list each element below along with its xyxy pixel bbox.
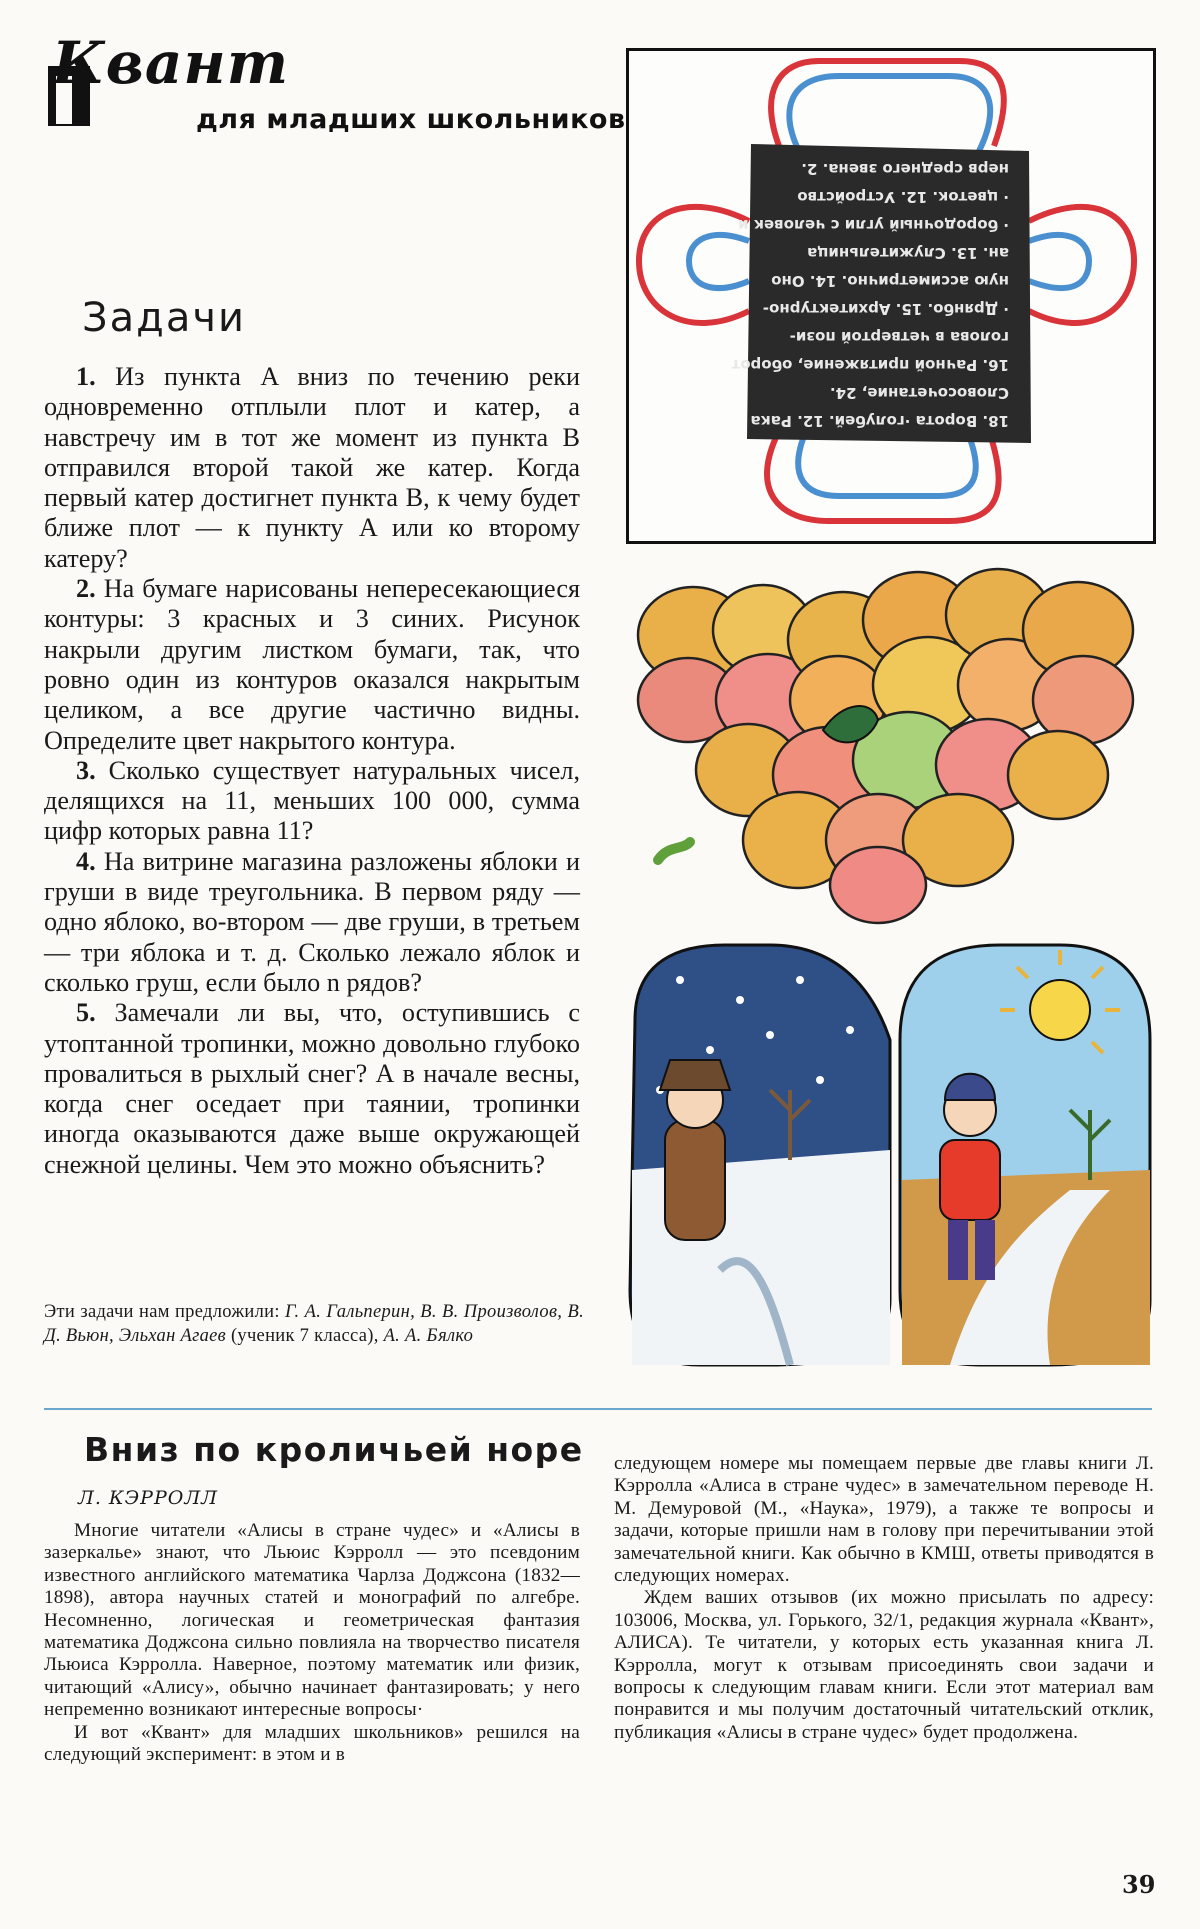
newspaper-line: · бородочный угли с человек и: [738, 216, 1009, 234]
problem-item: 1. Из пункта A вниз по течению реки одновременно отплыли плот и катер, а навстречу им в тот же момент из пункта B отправился второй такой же катер. Когда первый катер достигнет пункта B, к чему будет ближе плот — к пункту A или ко второму катеру?: [44, 362, 581, 573]
article-title: Вниз по кроличьей норе: [84, 1430, 584, 1469]
problem-item: 5. Замечали ли вы, что, оступившись с утоптанной тропинки, можно довольно глубоко провалиться в рыхлый снег? А в начале весны, когда снег оседает при таянии, тропинки иногда оказываются даже выше окружающей снежной целины. Чем это можно объяснить?: [44, 998, 580, 1179]
problem-item: 3. Сколько существует натуральных чисел, делящихся на 11, меньших 100 000, сумма цифр которых равна 11?: [44, 755, 581, 846]
page-number: 39: [1122, 1870, 1156, 1899]
section-title: Задачи: [82, 295, 246, 341]
problem-item: 4. На витрине магазина разложены яблоки и груши в виде треугольника. В первом ряду — одно яблоко, во-втором — две груши, в третьем — три яблока и т. д. Сколько лежало яблок и сколько груш, если было n рядов?: [44, 846, 581, 997]
article-paragraph: Ждем ваших отзывов (их можно присылать по адресу: 103006, Москва, ул. Горького, 32/1, редакция журнала «Квант», АЛИСА). Те читатели, у которых есть указанная книга Л. Кэрролла, могут к отзывам присоединять свои задачи и вопросы к следующим главам книги. Если этот материал вам понравится и мы получим достаточный читательский отклик, публикация «Алисы в стране чудес» будет продолжена.: [614, 1587, 1154, 1743]
newspaper-line: 18. Ворота ·голубей. 12. Рака: [750, 412, 1009, 430]
problems-list: [44, 362, 580, 1180]
article-column-left: [44, 1520, 580, 1766]
logo-wordmark: Квант: [52, 29, 290, 97]
newspaper-line: 16. Рачной притяжение, оборот: [731, 356, 1009, 374]
newspaper-line: · цветок. 12. Устройство: [797, 188, 1009, 206]
newspaper-line: нерв среднего звена. 2.: [801, 160, 1009, 178]
article-paragraph: Многие читатели «Алисы в стране чудес» и «Алисы в зазеркалье» знают, что Льюис Кэрролл — это псевдоним известного английского математика Чарлза Доджсона (1832—1898), автора научных статей и монографий по алгебре. Несомненно, логическая и геометрическая фантазия математика Доджсона сильно повлияла на творчество писателя Льюиса Кэрролла. Наверное, поэтому математик или физик, читающий «Алису», обычно начинает фантазировать; у него непременно возникают интересные вопросы·: [44, 1520, 580, 1721]
newspaper-line: Словосочетание, 24.: [829, 384, 1009, 402]
newspaper-line: ан. 13. Служительница: [807, 244, 1009, 262]
winter-spring-illustration: [620, 940, 1160, 1370]
fruit-illustration: [628, 560, 1168, 930]
problems-credits: Эти задачи нам предложили: Г. А. Гальперин, В. В. Произволов, В. Д. Вьюн, Эльхан Агаев (ученик 7 класса), А. А. Бялко: [44, 1302, 584, 1346]
article-paragraph: следующем номере мы помещаем первые две главы книги Л. Кэрролла «Алиса в стране чудес» в замечательном переводе Н. М. Демуровой (М., «Наука», 1979), а также те вопросы и задачи, которые пришли нам в голову при перечитывании этой замечательной книги. Как обычно в КМШ, ответы приводятся в следующих номерах.: [614, 1453, 1154, 1587]
article-paragraph: И вот «Квант» для младших школьников» решился на следующий эксперимент: в этом и в: [44, 1721, 580, 1766]
section-divider: [44, 1408, 1152, 1410]
contours-illustration: [626, 48, 1156, 544]
header-subtitle: для младших школьников: [196, 104, 626, 135]
article-column-right: [614, 1453, 1154, 1744]
newspaper-line: голова в четвертой пози-: [789, 328, 1009, 346]
problem-item: 2. На бумаге нарисованы непересекающиеся контуры: 3 красных и 3 синих. Рисунок накрыли другим листком бумаги, так, что ровно один из контуров оказался накрытым целиком, а все другие частично видны. Определите цвет накрытого контура.: [44, 574, 580, 755]
newspaper-line: ную ассиметрично. 14. Оно: [771, 272, 1009, 290]
article-author: Л. КЭРРОЛЛ: [78, 1487, 219, 1509]
newspaper-line: · Дрянбо. 15. Архитектурно-: [762, 300, 1009, 318]
